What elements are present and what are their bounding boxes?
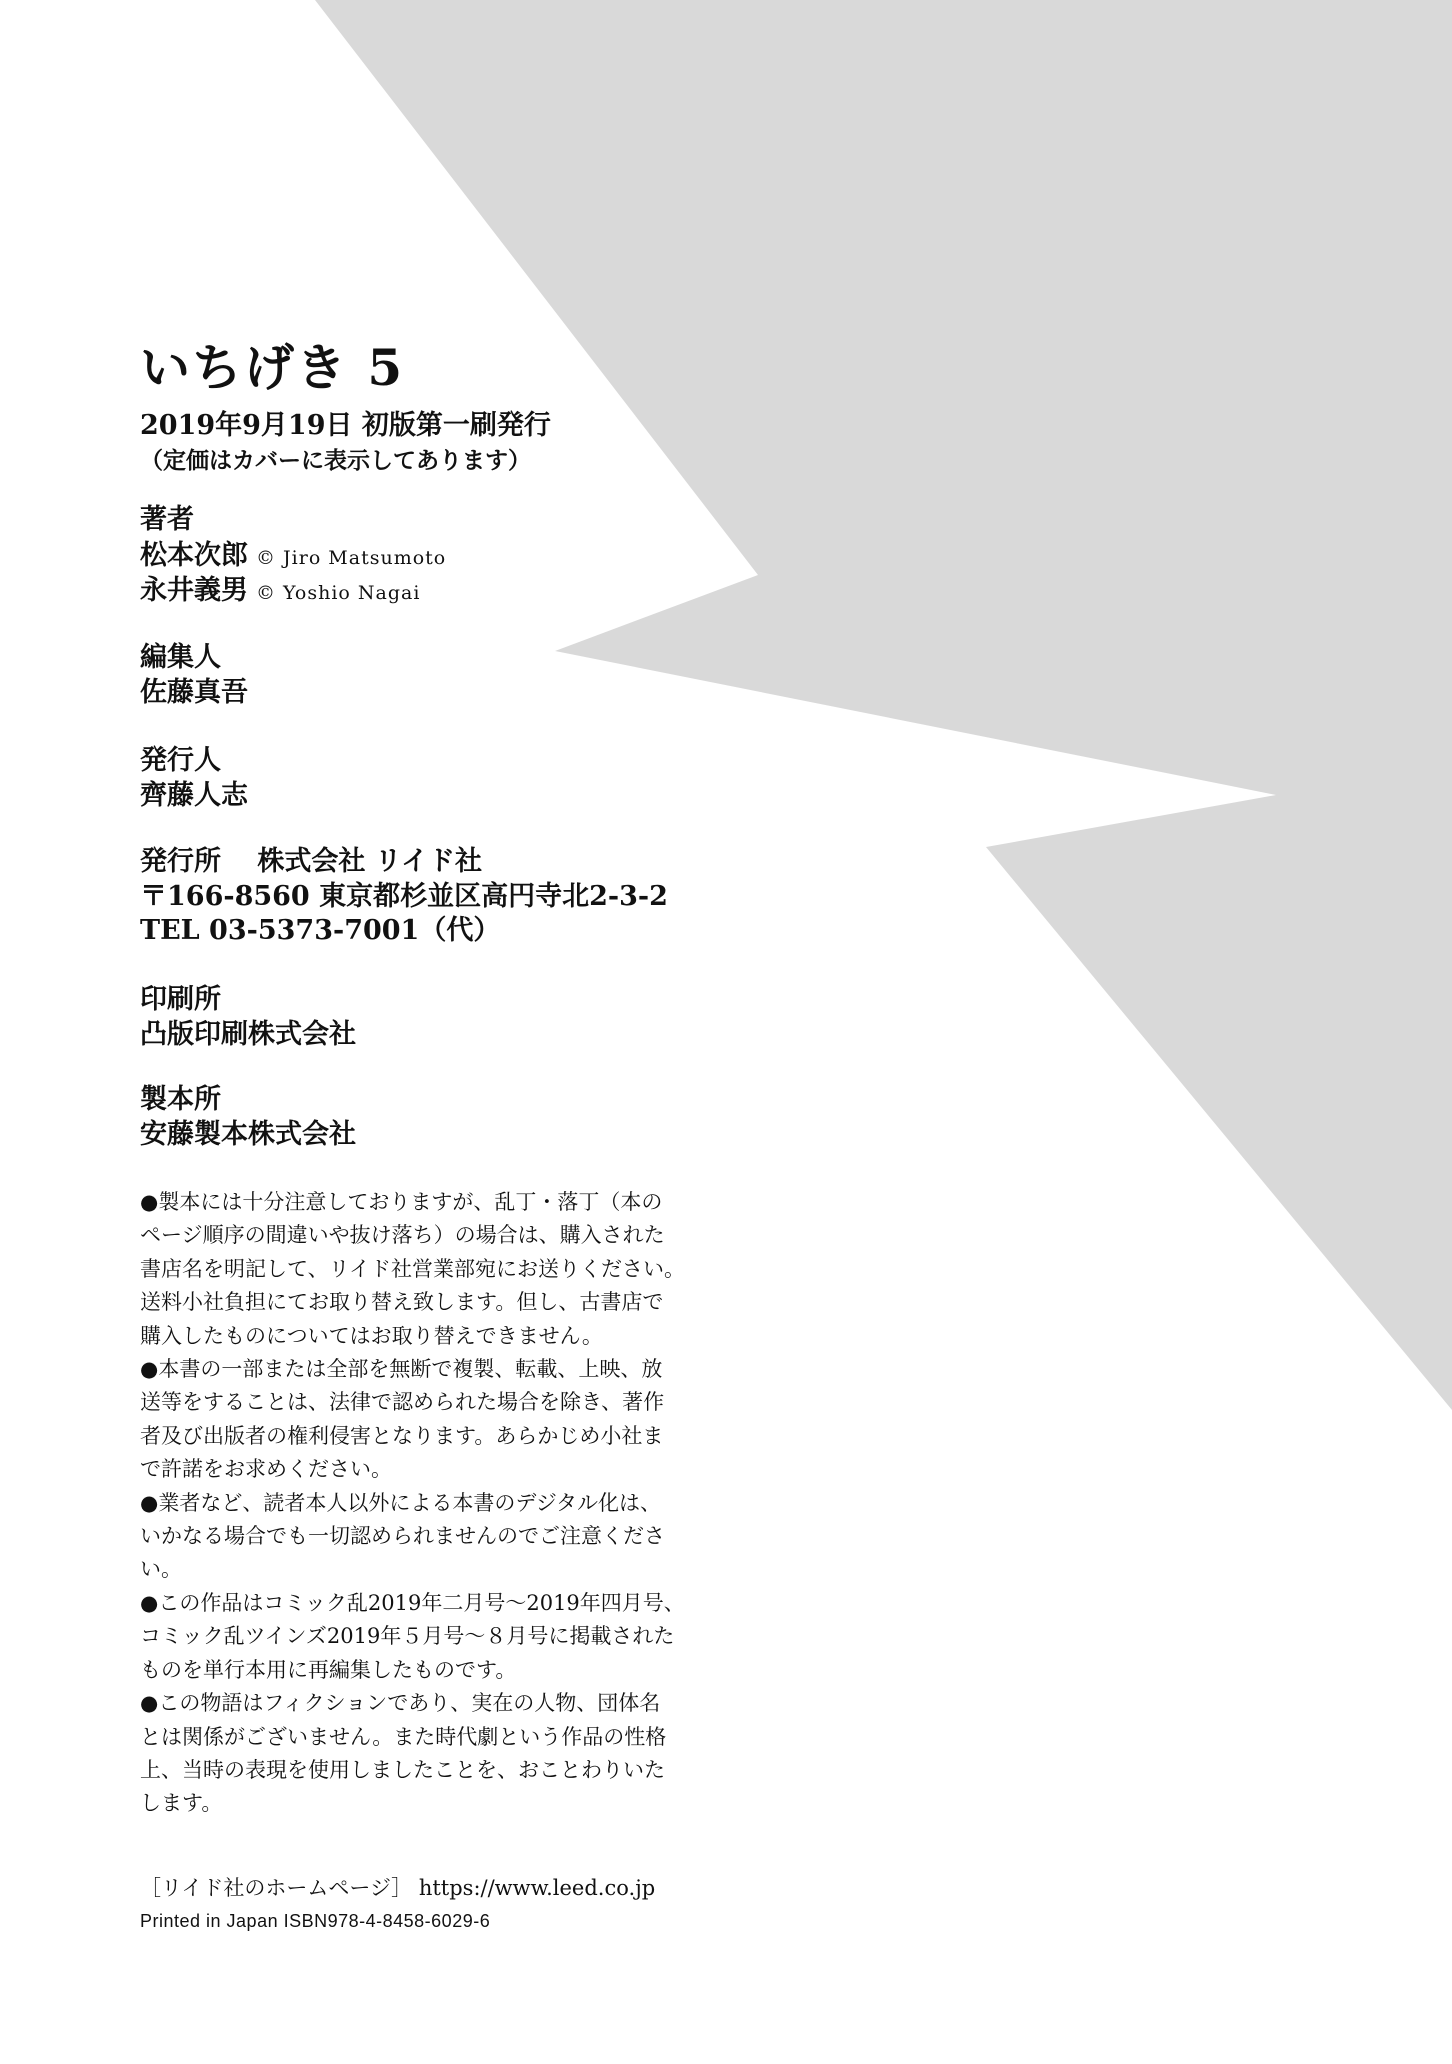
isbn: Printed in Japan ISBN978-4-8458-6029-6 — [140, 1911, 491, 1931]
homepage-link: ［リイド社のホームページ］ https://www.leed.co.jp — [140, 1876, 656, 1900]
author-2-name: 永井義男 — [140, 575, 248, 606]
printer-name: 凸版印刷株式会社 — [140, 1019, 356, 1050]
author-1 — [140, 539, 446, 575]
editor-name: 佐藤真吾 — [140, 677, 248, 708]
note-copyright: ●本書の一部または全部を無断で複製、転載、上映、放 送等をすることは、法律で認められた場合を除き、著作 者及び出版者の権利侵害となります。あらかじめ小社ま で許諾をお求めください。 — [140, 1357, 665, 1482]
price-note: （定価はカバーに表示してあります） — [140, 447, 531, 474]
note-defective-copies: ●製本には十分注意しておりますが、乱丁・落丁（本の ページ順序の間違いや抜け落ち）の場合は、購入された 書店名を明記して、リイド社営業部宛にお送りください。 送料小社負担にてお取り替え致します。但し、古書店で 購入したものについてはお取り替えできません。 — [140, 1190, 685, 1348]
publisher-company: 発行所 株式会社 リイド社 — [140, 846, 482, 877]
note-digitization: ●業者など、読者本人以外による本書のデジタル化は、 いかなる場合でも一切認められませんのでご注意くださ い。 — [140, 1490, 665, 1582]
binder-name: 安藤製本株式会社 — [140, 1119, 356, 1150]
author-1-name: 松本次郎 — [140, 540, 248, 571]
publisher-address: 〒166-8560 東京都杉並区高円寺北2-3-2 — [140, 881, 668, 912]
publisher-phone: TEL 03-5373-7001（代） — [140, 915, 501, 946]
publisher-person-name: 齊藤人志 — [140, 780, 248, 811]
editor-label: 編集人 — [140, 642, 221, 673]
authors-label: 著者 — [140, 504, 194, 535]
binder-label: 製本所 — [140, 1084, 221, 1115]
author-1-copyright: © Jiro Matsumoto — [256, 547, 447, 569]
printer-label: 印刷所 — [140, 984, 221, 1015]
legal-notes — [140, 1186, 740, 1821]
author-2-copyright: © Yoshio Nagai — [256, 582, 421, 604]
publisher-person-label: 発行人 — [140, 745, 221, 776]
note-fiction: ●この物語はフィクションであり、実在の人物、団体名 とは関係がございません。また時代劇という作品の性格 上、当時の表現を使用しましたことを、おことわりいた します。 — [140, 1691, 667, 1816]
publication-date: 2019年9月19日 初版第一刷発行 — [140, 410, 551, 441]
note-serialization: ●この作品はコミック乱2019年二月号〜2019年四月号、 コミック乱ツインズ2019年５月号〜８月号に掲載された ものを単行本用に再編集したものです。 — [140, 1590, 685, 1682]
book-title: いちげき 5 — [140, 338, 405, 397]
author-2 — [140, 574, 420, 610]
